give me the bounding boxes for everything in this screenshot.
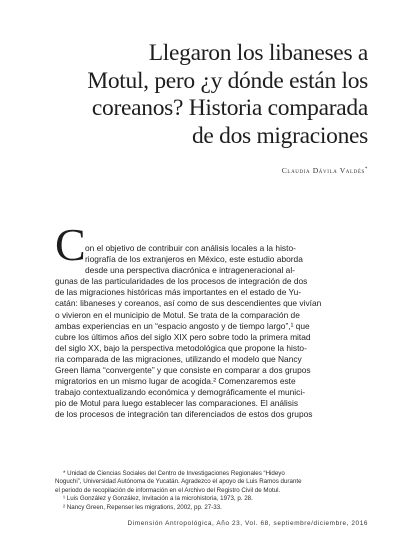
body-line: Green llama “convergente” y que consiste en comparar a dos grupos bbox=[55, 365, 311, 376]
body-line: de los procesos de integración tan diferenciados de estos dos grupos bbox=[55, 409, 313, 420]
body-line: de las migraciones históricas más importantes en el estado de Yu- bbox=[55, 287, 302, 298]
body-line: cubre los últimos años del siglo XIX pero sobre todo la primera mitad bbox=[55, 331, 311, 342]
author-footnote-mark: * bbox=[364, 167, 368, 172]
footnote-line: * Unidad de Ciencias Sociales del Centro de Investigaciones Regionales “Hideyo bbox=[63, 470, 285, 477]
title-line: Llegaron los libaneses a bbox=[148, 40, 368, 66]
body-line: del siglo XX, bajo la perspectiva metodológica que propone la histo- bbox=[55, 342, 307, 353]
body-line: migratorios en un mismo lugar de acogida.² Comenzaremos este bbox=[55, 376, 296, 387]
body-line: gunas de las particularidades de los procesos de integración de dos bbox=[55, 276, 308, 287]
running-footer: Dimensión Antropológica, Año 23, Vol. 68, septiembre/diciembre, 2016 bbox=[127, 520, 368, 527]
drop-cap: C bbox=[55, 219, 86, 270]
title-line: de dos migraciones bbox=[191, 122, 368, 149]
body-line: riografía de los extranjeros en México, este estudio aborda bbox=[85, 254, 303, 265]
body-line: catán: libaneses y coreanos, así como de sus descendientes que vivían bbox=[55, 298, 322, 309]
body-line: trabajo contextualizando económica y demográficamente el munici- bbox=[55, 387, 305, 398]
footnotes bbox=[55, 470, 375, 512]
footnote-line: el periodo de recopilación de información en el Archivo del Registro Civil de Motul. bbox=[55, 486, 281, 494]
footnote-line: Noguchi”, Universidad Autónoma de Yucatán. Agradezco el apoyo de Luis Ramos durante bbox=[55, 478, 302, 486]
body-line: on el objetivo de contribuir con análisis locales a la histo- bbox=[85, 243, 296, 253]
title-line: coreanos? Historia comparada bbox=[91, 95, 368, 121]
body-paragraph bbox=[55, 243, 373, 421]
body-line: desde una perspectiva diacrónica e intrageneracional al- bbox=[85, 265, 295, 276]
body-line: o vivieron en el municipio de Motul. Se trata de la comparación de bbox=[55, 309, 300, 320]
body-line: pio de Motul para luego establecer las comparaciones. El análisis bbox=[55, 398, 299, 409]
author-name bbox=[282, 166, 368, 175]
article-title bbox=[48, 40, 368, 150]
body-line: ria comparada de las migraciones, utilizando el modelo que Nancy bbox=[55, 353, 302, 364]
author-text: Claudia Dávila Valdés bbox=[281, 166, 365, 175]
footnote-line: ¹ Luis González y González, Invitación a la microhistoria, 1973, p. 28. bbox=[63, 495, 253, 503]
title-line: Motul, pero ¿y dónde están los bbox=[87, 67, 368, 94]
footnote-line: ² Nancy Green, Repenser les migrations, 2002, pp. 27-33. bbox=[63, 503, 222, 511]
body-line: ambas experiencias en un “espacio angosto y de tiempo largo”,¹ que bbox=[55, 320, 310, 331]
